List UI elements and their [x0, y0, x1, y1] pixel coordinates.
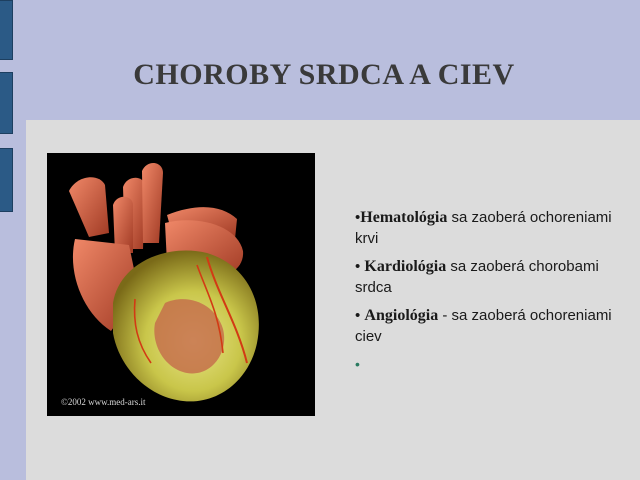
- bullet-term: Hematológia: [360, 209, 448, 226]
- bullet-text: - sa zaoberá ochoreniami ciev: [355, 307, 612, 345]
- bullet-marker: •: [355, 356, 360, 372]
- bullet-item: [355, 207, 615, 249]
- bullet-marker: •: [355, 209, 361, 226]
- slide-tab-1[interactable]: [0, 0, 13, 60]
- bullet-marker: •: [355, 258, 365, 275]
- image-copyright: ©2002 www.med-ars.it: [61, 397, 146, 407]
- bullet-term: Kardiológia: [364, 258, 447, 275]
- bullet-item: [355, 305, 615, 347]
- bullet-item: [355, 354, 615, 375]
- bullet-item: [355, 256, 615, 298]
- bullet-list: [355, 207, 615, 382]
- heart-illustration: [47, 153, 315, 416]
- bullet-term: Angiológia: [364, 307, 439, 324]
- slide-title: CHOROBY SRDCA A CIEV: [133, 58, 515, 91]
- slide-tab-3[interactable]: [0, 148, 13, 212]
- heart-image: [47, 153, 315, 416]
- bullet-text: sa zaoberá ochoreniami krvi: [355, 209, 612, 247]
- bullet-marker: •: [355, 307, 365, 324]
- bullet-text: sa zaoberá chorobami srdca: [355, 258, 599, 296]
